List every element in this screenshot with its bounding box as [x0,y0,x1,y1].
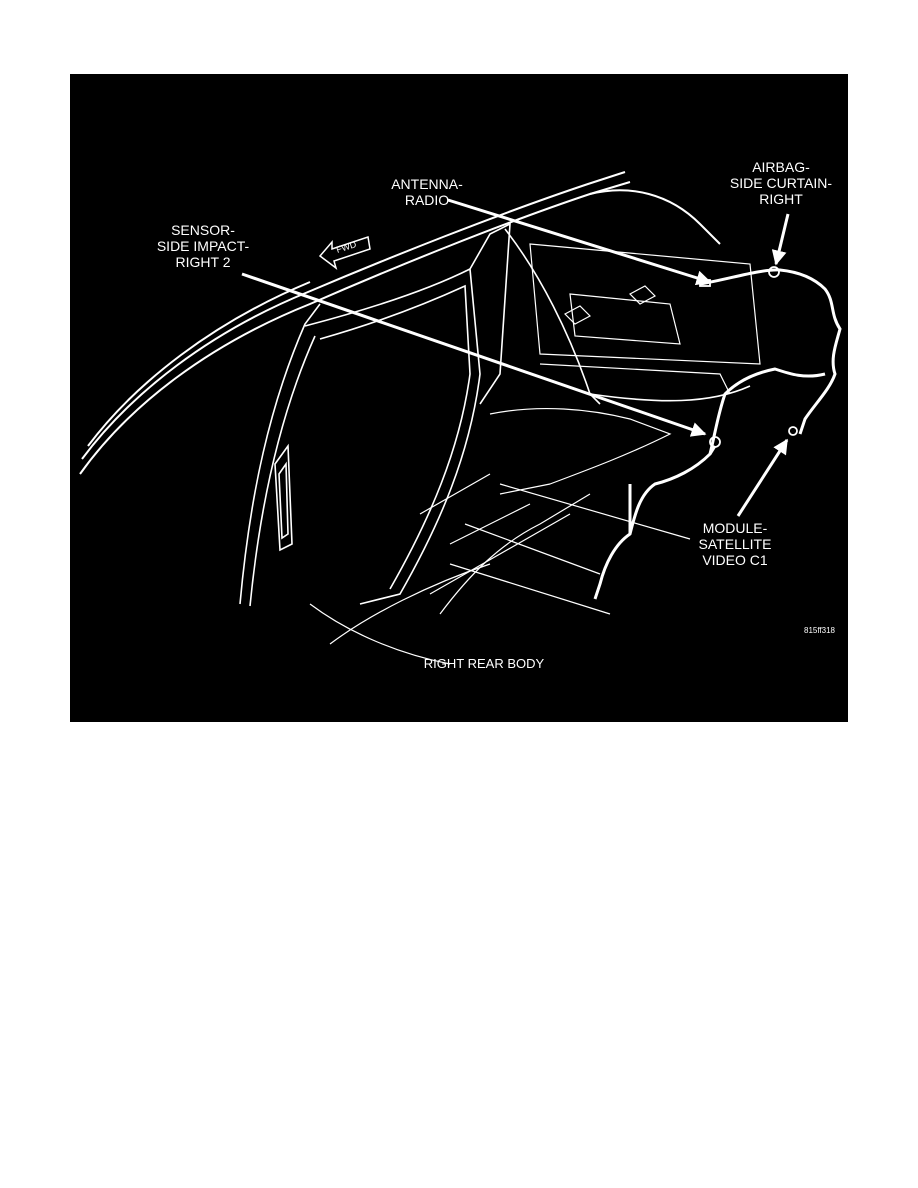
callout-sensor-side-impact-right-2 [148,222,258,270]
callout-airbag-side-curtain-right [716,159,846,207]
callout-line: SATELLITE [698,536,772,552]
callout-antenna-radio [382,176,472,208]
door-openings [240,224,750,606]
fwd-label: FWD [334,239,358,255]
connectors [700,267,797,447]
callout-line: MODULE- [702,520,768,536]
callout-line: SIDE IMPACT- [156,238,250,254]
callout-line: VIDEO C1 [702,552,768,568]
leader-antenna-radio [448,200,710,282]
callout-line: SENSOR- [171,222,235,238]
leader-airbag-side-curtain [776,214,788,264]
leader-arrows [242,200,788,516]
callout-line: RIGHT [759,191,803,207]
wiring-diagram-figure [70,74,848,722]
callout-line: RADIO [404,192,450,208]
callout-line: ANTENNA- [391,176,463,192]
leader-module-satellite [738,440,787,516]
roof-rail [80,172,720,474]
interior-panels [310,244,760,664]
callout-line: RIGHT 2 [175,254,231,270]
callout-line: SIDE CURTAIN- [729,175,833,191]
callout-line: AIRBAG- [752,159,810,175]
callout-module-satellite-video-c1 [685,520,785,568]
figure-id: 815ff318 [804,626,835,635]
figure-caption: RIGHT REAR BODY [423,656,545,671]
